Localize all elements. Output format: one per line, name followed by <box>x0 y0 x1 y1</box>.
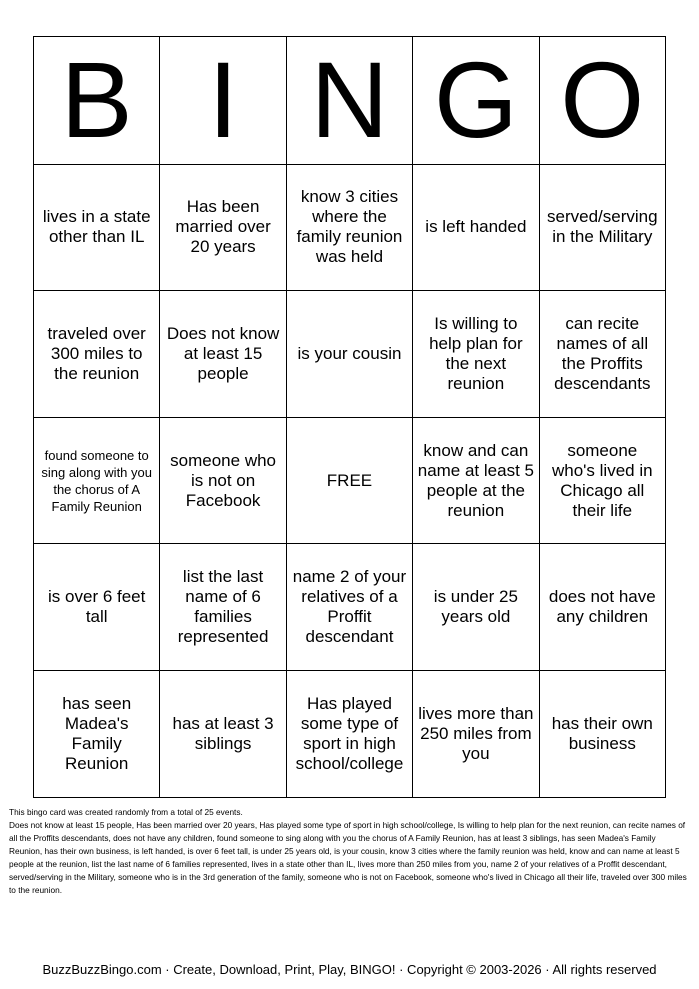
cell-text: list the last name of 6 families represented <box>177 567 269 647</box>
cell-text: someone who's lived in Chicago all their life <box>551 440 653 520</box>
cell-text: is over 6 feet tall <box>48 587 146 627</box>
bingo-cell <box>539 291 665 418</box>
card-caption <box>9 806 689 897</box>
bingo-cell <box>34 291 160 418</box>
bingo-cell <box>413 417 539 544</box>
caption-intro: This bingo card was created randomly from a total of 25 events. <box>9 807 243 817</box>
bingo-cell <box>34 544 160 671</box>
bingo-cell <box>34 670 160 797</box>
cell-text: served/serving in the Military <box>547 207 658 247</box>
header-letter-g: G <box>413 37 539 165</box>
bingo-cell <box>539 670 665 797</box>
header-letter-i: I <box>160 37 286 165</box>
cell-text: know 3 cities where the family reunion was held <box>296 187 403 267</box>
bingo-cell <box>160 670 286 797</box>
bingo-cell <box>413 544 539 671</box>
bingo-cell <box>286 670 412 797</box>
cell-text: has seen Madea's Family Reunion <box>62 693 132 773</box>
header-letter-n: N <box>286 37 412 165</box>
cell-text: name 2 of your relatives of a Proffit descendant <box>292 567 407 647</box>
cell-text: traveled over 300 miles to the reunion <box>47 323 146 383</box>
bingo-cell <box>286 544 412 671</box>
bingo-cell <box>160 544 286 671</box>
bingo-cell <box>160 417 286 544</box>
bingo-header-row <box>34 37 666 165</box>
cell-text: is left handed <box>425 217 527 237</box>
bingo-cell <box>34 164 160 291</box>
bingo-cell <box>539 417 665 544</box>
bingo-cell <box>286 291 412 418</box>
cell-text: has at least 3 siblings <box>172 713 274 753</box>
header-letter-b: B <box>34 37 160 165</box>
cell-text: Is willing to help plan for the next reunion <box>429 313 523 393</box>
bingo-cell <box>413 291 539 418</box>
bingo-row-1 <box>34 164 666 291</box>
bingo-cell <box>286 164 412 291</box>
cell-text: can recite names of all the Proffits descendants <box>554 313 651 393</box>
header-letter-o: O <box>539 37 665 165</box>
cell-text: is under 25 years old <box>433 587 518 627</box>
site-footer: BuzzBuzzBingo.com · Create, Download, Print, Play, BINGO! · Copyright © 2003-2026 · All rights reserved <box>42 962 657 977</box>
free-space-cell <box>286 417 412 544</box>
cell-text: is your cousin <box>297 343 402 363</box>
bingo-row-5 <box>34 670 666 797</box>
bingo-cell <box>413 164 539 291</box>
caption-events-list: Does not know at least 15 people, Has been married over 20 years, Has played some type of sport in high school/college, Is willing to help plan for the next reunion, can recite names of all the Proffits descendants, does not have any children, found someone to sing along with you the chorus of A Family Reunion, has at least 3 siblings, has seen Madea's Family Reunion, has their own business, is left handed, is over 6 feet tall, is under 25 years old, is your cousin, know 3 cities where the family reunion was held, know and can name at least 5 people at the reunion, list the last name of 6 families represented, lives in a state other than IL, lives more than 250 miles from you, name 2 of your relatives of a Proffit descendant, served/serving in the Military, someone who is in the 3rd generation of the family, someone who is not on Facebook, someone who's lived in Chicago all their life, traveled over 300 miles to the reunion. <box>9 820 687 895</box>
bingo-row-3 <box>34 417 666 544</box>
bingo-row-2 <box>34 291 666 418</box>
cell-text: Does not know at least 15 people <box>166 323 280 383</box>
cell-text: know and can name at least 5 people at the reunion <box>417 440 534 520</box>
bingo-cell <box>539 544 665 671</box>
cell-text: lives more than 250 miles from you <box>418 703 534 763</box>
cell-text: found someone to sing along with you the chorus of A Family Reunion <box>41 447 152 514</box>
cell-text: has their own business <box>551 713 653 753</box>
bingo-cell <box>413 670 539 797</box>
bingo-cell <box>160 291 286 418</box>
bingo-row-4 <box>34 544 666 671</box>
cell-text: lives in a state other than IL <box>42 207 151 247</box>
cell-text: someone who is not on Facebook <box>170 450 276 510</box>
cell-text: Has been married over 20 years <box>175 197 271 257</box>
cell-text: Has played some type of sport in high school/college <box>295 693 404 773</box>
bingo-cell <box>539 164 665 291</box>
bingo-card <box>33 36 666 798</box>
bingo-cell <box>160 164 286 291</box>
free-space-label: FREE <box>326 470 373 490</box>
cell-text: does not have any children <box>548 587 656 627</box>
bingo-cell <box>34 417 160 544</box>
